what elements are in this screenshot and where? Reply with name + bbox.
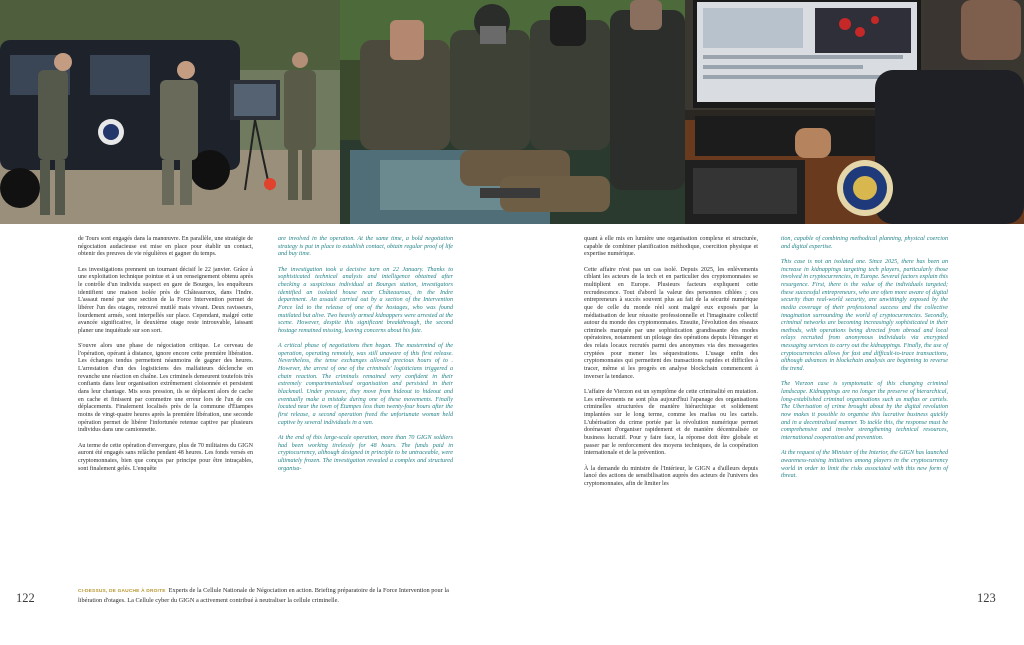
paragraph: Au terme de cette opération d'envergure, plus de 70 militaires du GIGN auront été engagés sans relâche pendant 48 heures. Les fonds versés en cryptomonnaies, bien que conçus par principe pour être intraçables, sont finalement gelés. L'enquête (78, 442, 253, 472)
page-number-right: 123 (977, 591, 996, 605)
page-number-left: 122 (16, 591, 35, 605)
caption-text: Experts de la Cellule Nationale de Négociation en action. Briefing préparatoire de la Force Intervention pour la libération d'otages. La Cellule cyber du GIGN a activement contribué à neutraliser la cellule criminelle. (78, 587, 449, 604)
photo-negotiation-van (0, 0, 340, 224)
photo-cyber-cell (685, 0, 1024, 224)
column-french-left (78, 236, 253, 481)
paragraph: Cette affaire n'est pas un cas isolé. Depuis 2025, les enlèvements ciblant les acteurs de la tech et en particulier des cryptomonnaies se multiplient en Europe. Plusieurs facteurs expliquent cette recrudescence. Tout d'abord la valeur des personnes ciblées ; ces entrepreneurs à succès souvent plus au fait de la sécurité numérique que de celle du monde réel sont malgré eux exposés par la médiatisation de leur réussite professionnelle et l'imaginaire collectif autour du monde des cryptomonnaies. Ensuite, l'évolution des réseaux criminels marquée par une sophistication grandissante des modes opératoires, notamment un pilotage des opérations depuis l'étranger et des relais locaux recrutés parmi des anonymes via des messageries cryptées pour mener les séquestrations. L'usage enfin des cryptomonnaies qui permettent des transactions rapides et difficiles à tracer, même si les progrès en analyse blockchain commencent à inverser la tendance. (584, 266, 758, 380)
photo-cyber-cell-image (685, 0, 1024, 224)
paragraph: tion, capable of combining methodical planning, physical coercion and digital expertise. (781, 236, 948, 250)
paragraph: This case is not an isolated one. Since 2025, there has been an increase in kidnappings targeting tech players, particularly those involved in cryptocurrencies, in Europe. Several factors explain this resurgence. First, there is the value of the individuals targeted; these successful entrepreneurs, who are often more aware of digital security than real-world security, are unwittingly exposed by the media coverage of their professional success and the collective imagination surrounding the world of cryptocurrencies. Secondly, criminal networks are becoming increasingly sophisticated in their methods, with operations being directed from abroad and local relays recruited from anonymous individuals via encrypted messaging services to carry out the kidnappings. Finally, the use of cryptocurrencies allows for fast and difficult-to-trace transactions, although advances in blockchain analysis are beginning to reverse the trend. (781, 258, 948, 373)
paragraph: Les investigations prennent un tournant décisif le 22 janvier. Grâce à une exploitation technique pointue et à un renseignement obtenu après le contrôle d'un individu suspect en gare de Bourges, les enquêteurs identifient une maison isolée près de Châteauroux, dans l'Indre. L'assaut mené par une section de la Force Intervention permet de libérer l'un des otages, retrouvé mutilé mais vivant. Deux ravisseurs, lourdement armés, sont interpellés sur place. Cependant, malgré cette avancée significative, le deuxième otage reste introuvable, laissant planer une inquiétude sur son sort. (78, 266, 253, 334)
photo-briefing (340, 0, 685, 224)
column-english-right (781, 236, 948, 488)
caption-lead: CI-DESSUS, DE GAUCHE À DROITE (78, 589, 166, 594)
paragraph: The investigation took a decisive turn on 22 January. Thanks to sophisticated technical analysis and intelligence obtained after checking a suspicious individual at Bourges station, investigators identified an isolated house near Châteauroux, in the Indre department. An assault carried out by a section of the Intervention Force led to the release of one of the hostages, who was found mutilated but alive. Two heavily armed kidnappers were arrested at the scene. However, despite this significant breakthrough, the second hostage remained missing, leaving concerns about his fate. (278, 266, 453, 334)
paragraph: At the end of this large-scale operation, more than 70 GIGN soldiers had been working tirelessly for 48 hours. The funds paid in cryptocurrency, although designed in principle to be untraceable, were ultimately frozen. The investigation revealed a complex and structured organisa- (278, 434, 453, 472)
column-french-right (584, 236, 758, 496)
photo-briefing-image (340, 0, 685, 224)
photo-negotiation-van-image (0, 0, 340, 224)
paragraph: A critical phase of negotiations then began. The mastermind of the operation, operating remotely, was still unaware of this first release. Nevertheless, the tense exchanges allowed precious hours of to . However, the arrest of one of the criminals' logisticians triggered a chain reaction. The criminals remained very confident in their extremely compartmentalised organisation and persisted in their blackmail. Under pressure, they move from hideout to hideout and eventually make a mistake during one of these movements. Finally located near the town of Étampes less than twenty-four hours after the first release, a second operation freed the unfortunate woman held captive by several individuals in a van. (278, 343, 453, 426)
paragraph: quant à elle mis en lumière une organisation complexe et structurée, capable de combiner planification méthodique, coercition physique et expertise numérique. (584, 236, 758, 258)
paragraph: are involved in the operation. At the same time, a bold negotiation strategy is put in place to establish contact, obtain regular proof of life and buy time. (278, 236, 453, 258)
paragraph: L'affaire de Vierzon est un symptôme de cette criminalité en mutation. Les enlèvements ne sont plus aujourd'hui l'apanage des organisations criminelles structurées de manière hiérarchique et solidement implantées sur le long terme, comme les mafias ou les cartels. L'ubérisation du crime portée par la révolution numérique permet dorénavant d'organiser rapidement et de manière décentralisée ce business lucratif. Pour y faire face, la réponse doit être globale et passer par le renforcement des moyens techniques, de la coopération internationale et de la prévention. (584, 389, 758, 457)
column-english-left (278, 236, 453, 481)
paragraph: The Vierzon case is symptomatic of this changing criminal landscape. Kidnappings are no longer the preserve of hierarchical, long-established criminal organisations such as mafias or cartels. The Uberisation of crime brought about by the digital revolution now makes it possible to organise this lucrative business quickly and in a decentralised manner. To tackle this, the response must be comprehensive and involve strengthening technical resources, international cooperation and prevention. (781, 381, 948, 441)
paragraph: S'ouvre alors une phase de négociation critique. Le cerveau de l'opération, opérant à distance, ignore encore cette première libération. Les échanges tendus permettent néanmoins de gagner des heures. L'arrestation d'un des logisticiens des malfaiteurs déclenche en revanche une réaction en chaîne. Les criminels demeurent toutefois très confiants dans leur organisation extrêmement cloisonnée et persistent dans leur chantage. Mis sous pression, ils se déplacent alors de cache en cache et finissent par commettre une erreur lors de l'un de ces déplacements. Finalement localisés près de la commune d'Étampes moins de vingt-quatre heures après la première libération, une seconde opération permet de libérer l'infortunée retenue captive par plusieurs individus dans une camionnette. (78, 343, 253, 434)
photo-caption (78, 587, 458, 605)
paragraph: At the request of the Minister of the Interior, the GIGN has launched awareness-raising initiatives among players in the cryptocurrency world in order to limit the risks associated with this new form of threat. (781, 450, 948, 480)
paragraph: de Tours sont engagés dans la manœuvre. En parallèle, une stratégie de négociation audacieuse est mise en place pour établir un contact, obtenir des preuves de vie régulières et gagner du temps. (78, 236, 253, 258)
paragraph: À la demande du ministre de l'Intérieur, le GIGN a d'ailleurs depuis lancé des actions de sensibilisation auprès des acteurs de l'univers des cryptomonnaies, afin de limiter les (584, 465, 758, 487)
